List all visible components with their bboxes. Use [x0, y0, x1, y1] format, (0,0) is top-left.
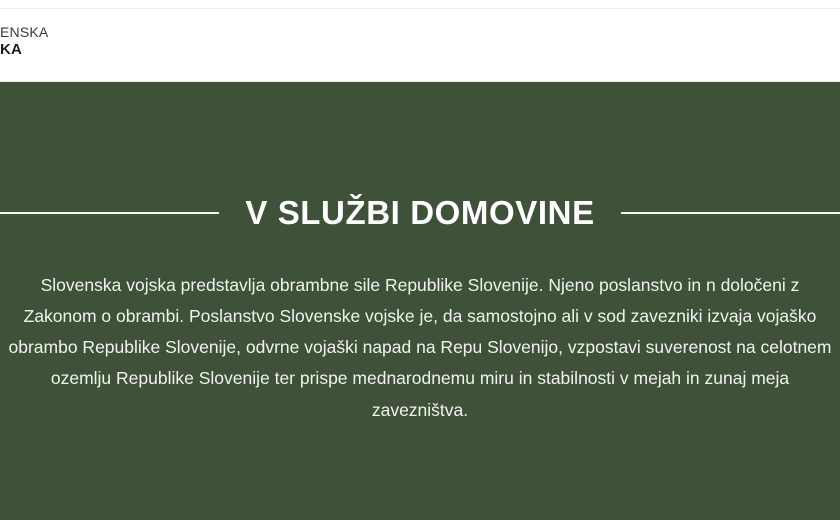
brand-line-secondary: KA — [0, 40, 23, 58]
brand-line-primary: ENSKA — [0, 24, 49, 40]
title-rule-left — [0, 212, 219, 214]
hero-section — [0, 82, 840, 520]
page-title: V SLUŽBI DOMOVINE — [245, 194, 595, 231]
header-top-divider — [0, 8, 840, 9]
hero-title-row — [0, 194, 840, 232]
site-brand[interactable] — [0, 24, 48, 58]
hero-paragraph: Slovenska vojska predstavlja obrambne sile Republike Slovenije. Njeno poslanstvo in n določeni z Zakonom o obrambi. Poslanstvo Slovenske vojske je, da samostojno ali v sod zavezniki izvaja vojaško obrambo Republike Slovenije, odvrne vojaški napad na Repu Slovenijo, vzpostavi suverenost na celotnem ozemlju Republike Slovenije ter prispe mednarodnemu miru in stabilnosti v mejah in zunaj meja zavezništva. — [8, 275, 832, 420]
site-header — [0, 0, 840, 82]
title-rule-right — [621, 212, 840, 214]
